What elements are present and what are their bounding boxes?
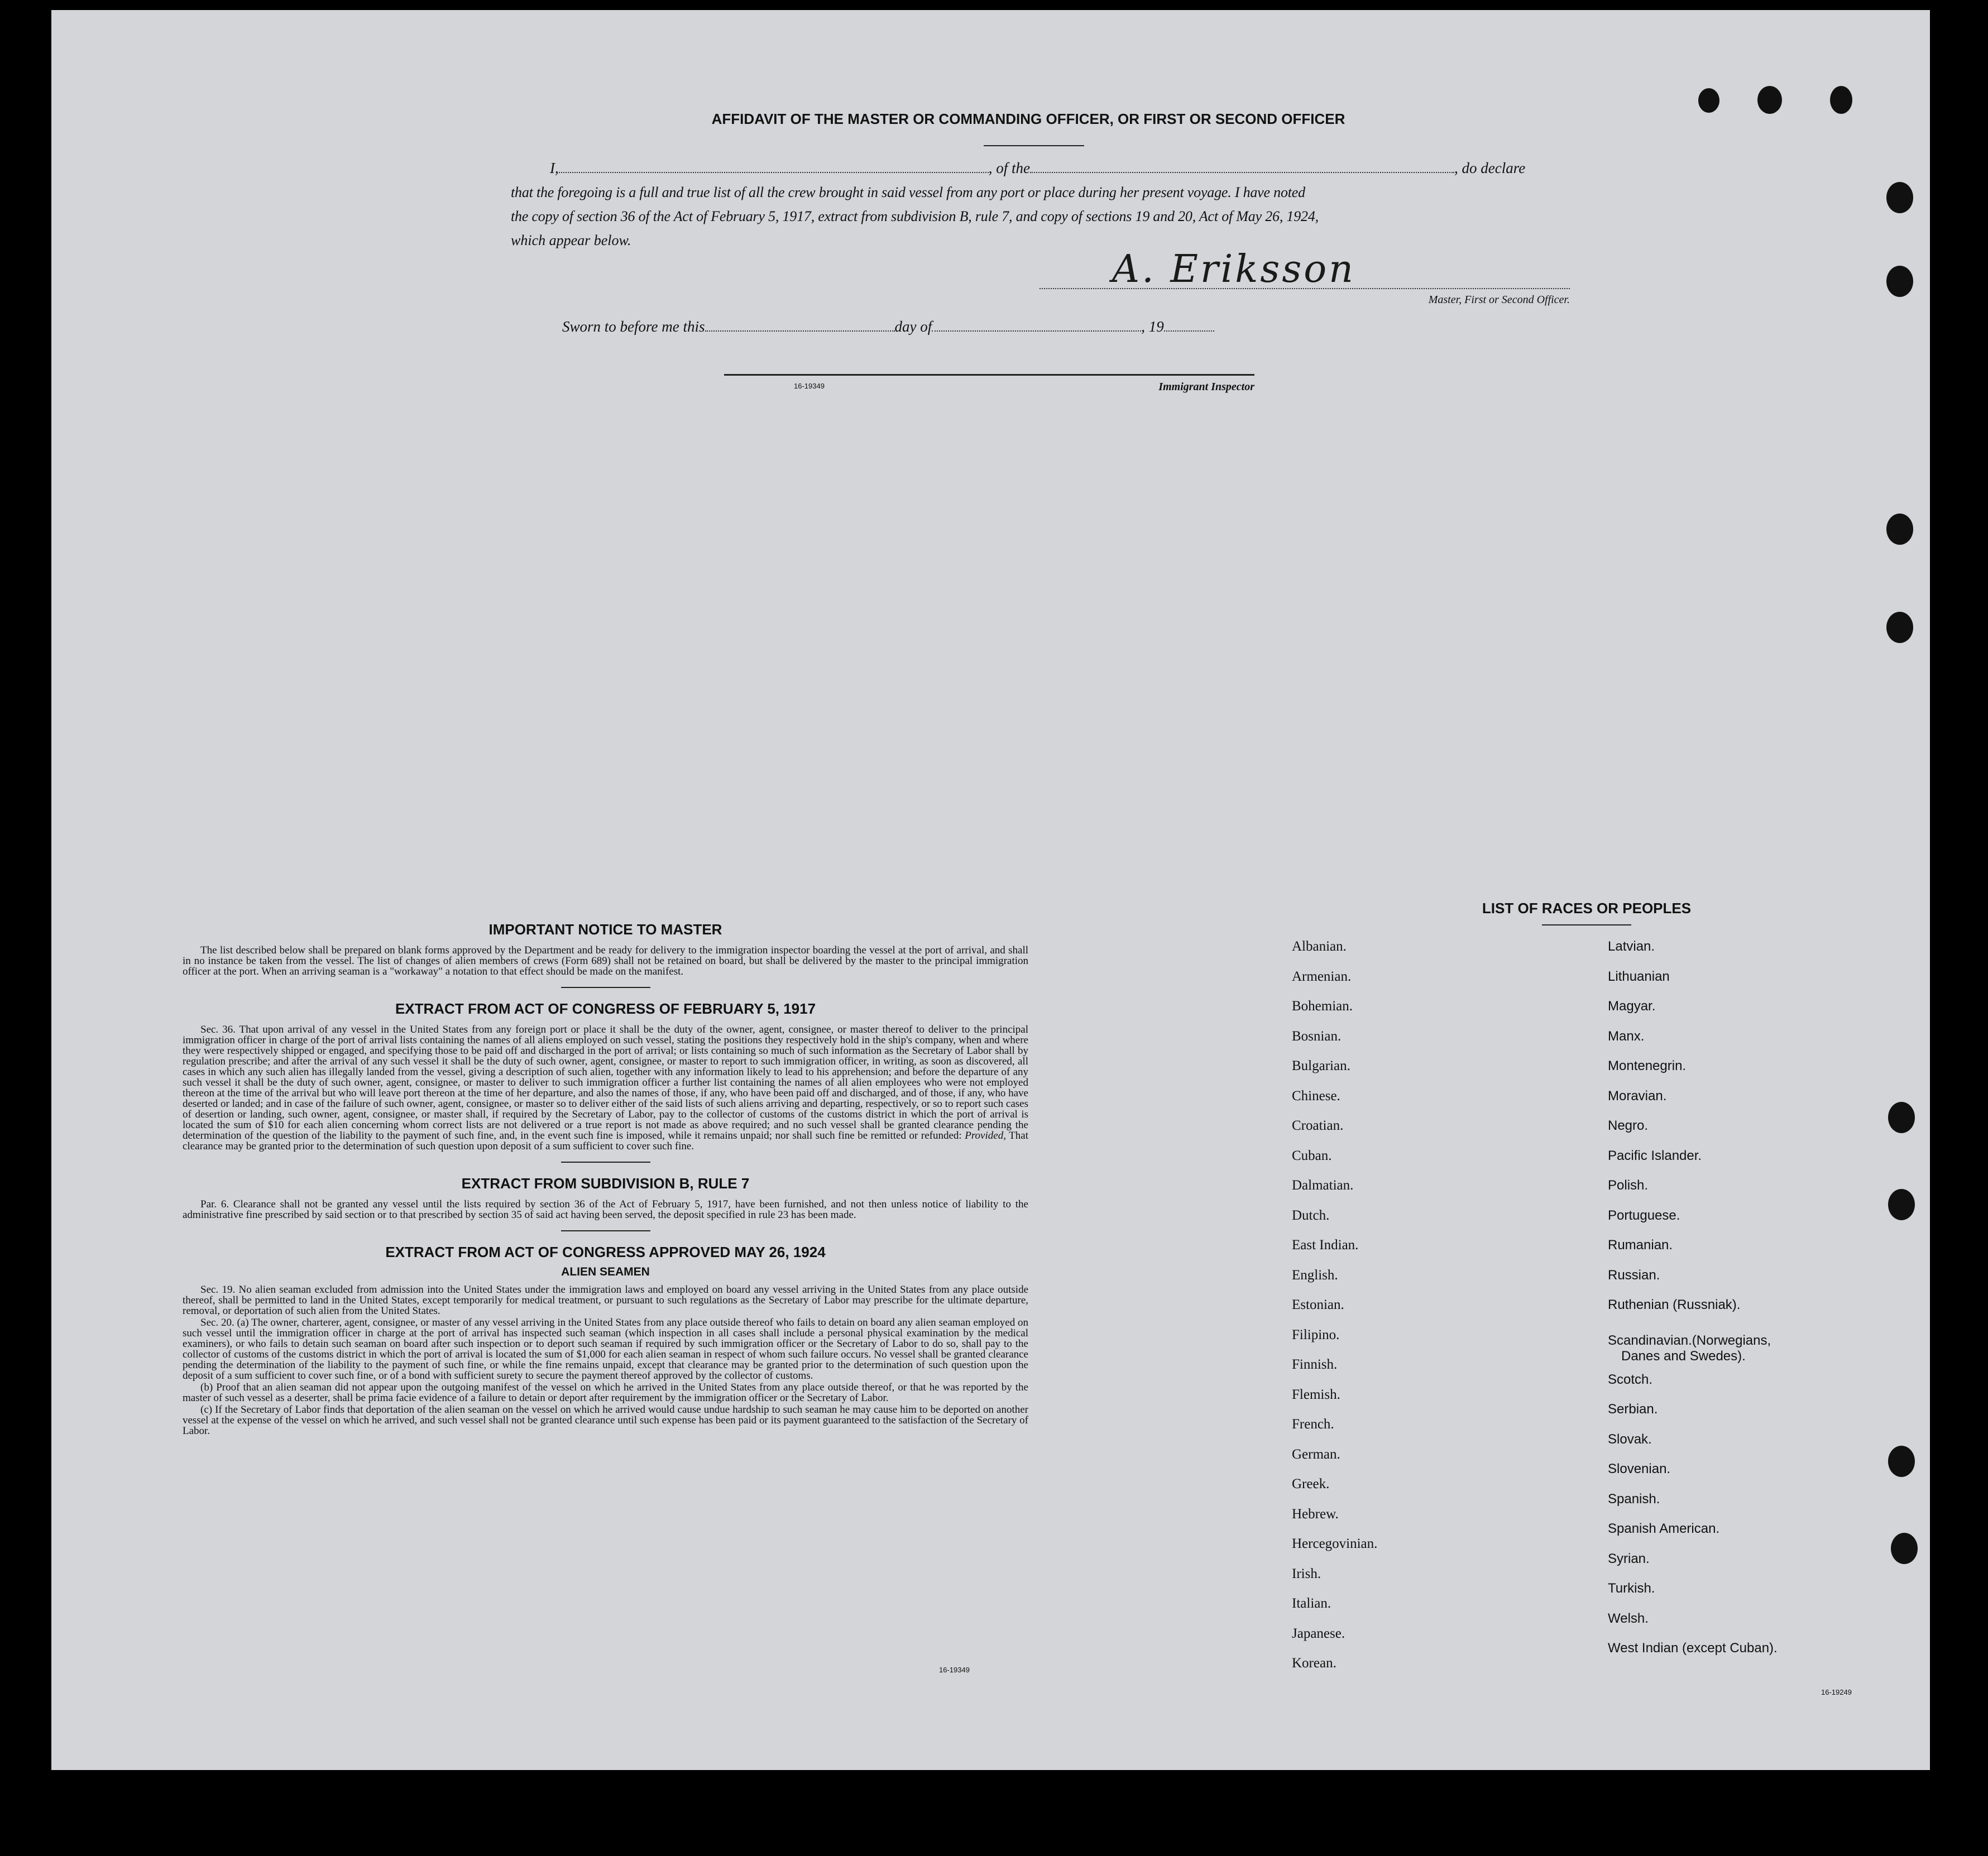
- race-item: Dutch.: [1292, 1207, 1330, 1223]
- sworn-line: [562, 318, 1344, 335]
- race-item: Slovenian.: [1608, 1461, 1671, 1476]
- sworn-day-of: day of: [894, 318, 932, 335]
- master-signature: A. Eriksson: [1112, 247, 1355, 291]
- race-item: Polish.: [1608, 1178, 1649, 1193]
- affidavit-form-number: 16-19349: [794, 382, 825, 390]
- notice-text: The list described below shall be prepared on blank forms approved by the Department and be ready for delivery to the immigration inspector boarding the vessel at the port of arrival, and shall in no instance be taken from the vessel. The list of changes of alien members of crews (Form 689) shall not be retained on board, but shall be delivered by the master to the principal immigration officer at the port. When an arriving seaman is a "workaway" a notation to that effect should be made on the manifest.: [183, 944, 1028, 977]
- document-page: [51, 10, 1930, 1770]
- race-item: Lithuanian: [1608, 968, 1670, 984]
- sec-20b: (b) Proof that an alien seaman did not appear upon the outgoing manifest of the vessel on which he arrived in the United States from any place outside thereof, or that he was reported by the master of such vessel as a deserter, shall be prima facie evidence of a failure to detain or deport after requirement by the immigration officer or the Secretary of Labor.: [183, 1382, 1028, 1404]
- rule7-title: EXTRACT FROM SUBDIVISION B, RULE 7: [461, 1175, 750, 1192]
- binder-hole: [1891, 1533, 1918, 1564]
- race-item: Spanish American.: [1608, 1521, 1720, 1536]
- race-item: Pacific Islander.: [1608, 1148, 1702, 1163]
- binder-hole: [1830, 86, 1852, 114]
- binder-hole: [1698, 88, 1719, 113]
- notice-title: IMPORTANT NOTICE TO MASTER: [488, 921, 722, 938]
- races-column-1: [1292, 939, 1571, 1686]
- race-item: Filipino.: [1292, 1327, 1340, 1342]
- inspector-signature-line: [724, 374, 1254, 376]
- sec-20a: Sec. 20. (a) The owner, charterer, agent, consignee, or master of any vessel arriving in the United States from any place outside thereof who fails to detain on board any alien seaman employed on such vessel until the immigration officer in charge at the port of arrival has inspected such seaman (which inspection in all cases shall include a personal physical examination by the medical examiners), or who fails to detain such seaman on board after such inspection or to deport such seaman if required by such immigration officer or the Secretary of Labor to do so, shall pay to the collector of customs of the customs district in which the port of arrival is located the sum of $1,000 for each alien seaman in respect of whom such failure occurs. No vessel shall be granted clearance pending the determination of the liability to the payment of such fine, or while the fine remains unpaid, except that clearance may be granted prior to the determination of such question upon the deposit of a sum sufficient to cover such fine, or of a bond with sufficient surety to secure the payment thereof approved by the collector of customs.: [183, 1317, 1028, 1382]
- binder-hole: [1886, 266, 1913, 297]
- race-item: Finnish.: [1292, 1357, 1338, 1372]
- race-item: Scotch.: [1608, 1371, 1653, 1387]
- race-item: East Indian.: [1292, 1238, 1359, 1253]
- race-item: Chinese.: [1292, 1088, 1340, 1104]
- race-item: Estonian.: [1292, 1297, 1344, 1312]
- sworn-year-field[interactable]: [1164, 330, 1214, 332]
- race-item: Croatian.: [1292, 1118, 1344, 1133]
- race-item: Russian.: [1608, 1267, 1660, 1283]
- race-item: Bulgarian.: [1292, 1058, 1350, 1073]
- race-item: Slovak.: [1608, 1431, 1652, 1447]
- race-item: Japanese.: [1292, 1625, 1345, 1641]
- notice-rule: [561, 987, 650, 988]
- rule7-text: Par. 6. Clearance shall not be granted any vessel until the lists required by section 36 of the Act of February 5, 1917, have been furnished, and not then unless notice of liability to the administrative fine prescribed by said section or to that prescribed by section 35 of said act having been served, the deposit specified in rule 23 has been made.: [183, 1198, 1028, 1221]
- declaration-i: I,: [550, 160, 559, 176]
- races-title-rule: [1542, 924, 1631, 925]
- race-item: Dalmatian.: [1292, 1178, 1354, 1193]
- race-item: Hebrew.: [1292, 1506, 1339, 1522]
- sworn-text: Sworn to before me this: [562, 318, 705, 335]
- affidavit-title-rule: [984, 145, 1084, 146]
- sworn-month-field[interactable]: [932, 330, 1141, 332]
- race-item: Latvian.: [1608, 939, 1655, 954]
- race-item: [1608, 1327, 1898, 1372]
- race-item: Bosnian.: [1292, 1028, 1342, 1044]
- signature-line: [1039, 288, 1570, 289]
- race-item: Hercegovinian.: [1292, 1536, 1378, 1551]
- race-item: Montenegrin.: [1608, 1058, 1687, 1073]
- binder-hole: [1886, 612, 1913, 643]
- inspector-caption: Immigrant Inspector: [1158, 381, 1254, 393]
- race-item: Portuguese.: [1608, 1207, 1680, 1223]
- extract-1917-rule: [561, 1162, 650, 1163]
- declaration-text-line-3: the copy of section 36 of the Act of February 5, 1917, extract from subdivision B, rule 7, and copy of sections 19 and 20, Act of May 26, 1924,: [511, 208, 1319, 224]
- name-field[interactable]: [559, 172, 989, 173]
- extract-1917-proviso: Provided,: [965, 1130, 1006, 1142]
- race-item: Cuban.: [1292, 1148, 1332, 1163]
- sec-20c: (c) If the Secretary of Labor finds that deportation of the alien seaman on the vessel on which he arrived would cause undue hardship to such seaman he may cause him to be deported on another vessel at the expense of the vessel on which he arrived, and such vessel shall not be granted clearance until such expense has been paid or its payment guaranteed to the satisfaction of the Secretary of Labor.: [183, 1404, 1028, 1437]
- races-title: LIST OF RACES OR PEOPLES: [1482, 900, 1692, 917]
- race-item: Bohemian.: [1292, 999, 1353, 1014]
- race-item: Magyar.: [1608, 999, 1656, 1014]
- race-item: Rumanian.: [1608, 1238, 1673, 1253]
- extract-1917-title: EXTRACT FROM ACT OF CONGRESS OF FEBRUARY 5, 1917: [395, 1000, 816, 1017]
- races-form-number: 16-19249: [1821, 1688, 1852, 1696]
- rule7-rule: [561, 1230, 650, 1231]
- binder-hole: [1888, 1189, 1915, 1220]
- declaration-do-declare: , do declare: [1454, 160, 1526, 176]
- declaration-text-line-2: that the foregoing is a full and true list of all the crew brought in said vessel from any port or place during her present voyage. I have noted: [511, 184, 1305, 200]
- declaration-line: [550, 160, 1622, 177]
- races-column-2: [1608, 939, 1898, 1671]
- declaration-of-the: , of the: [988, 160, 1030, 176]
- binder-hole: [1888, 1446, 1915, 1477]
- race-item: Serbian.: [1608, 1402, 1658, 1417]
- extract-1924-title: EXTRACT FROM ACT OF CONGRESS APPROVED MAY 26, 1924: [385, 1244, 826, 1260]
- race-item: Albanian.: [1292, 939, 1347, 954]
- extract-1924-text: [183, 1284, 1028, 1436]
- race-item: West Indian (except Cuban).: [1608, 1641, 1778, 1656]
- race-item-scandinavian: Scandinavian.(Norwegians,: [1608, 1332, 1771, 1348]
- race-item: Italian.: [1292, 1596, 1331, 1611]
- race-item: Spanish.: [1608, 1491, 1660, 1507]
- binder-hole: [1886, 182, 1913, 213]
- affidavit-title: AFFIDAVIT OF THE MASTER OR COMMANDING OFFICER, OR FIRST OR SECOND OFFICER: [711, 111, 1345, 127]
- race-item: Welsh.: [1608, 1610, 1649, 1626]
- race-item: Moravian.: [1608, 1088, 1667, 1104]
- extract-1917-body-end: That clearance may be granted prior to the determination of such question upon deposit of a sum sufficient to cover such fine.: [183, 1130, 1028, 1152]
- notices-form-number: 16-19349: [939, 1666, 970, 1674]
- race-item: Turkish.: [1608, 1581, 1655, 1596]
- race-item: Manx.: [1608, 1028, 1645, 1044]
- race-item: German.: [1292, 1446, 1340, 1462]
- declaration-text-line-4: which appear below.: [511, 232, 631, 248]
- sworn-day-field[interactable]: [705, 330, 895, 332]
- sworn-year-prefix: , 19: [1141, 318, 1164, 335]
- race-item: Negro.: [1608, 1118, 1649, 1133]
- vessel-field[interactable]: [1030, 172, 1454, 173]
- race-item: French.: [1292, 1417, 1334, 1432]
- signature-caption: Master, First or Second Officer.: [1428, 294, 1570, 306]
- race-item: Korean.: [1292, 1656, 1336, 1671]
- race-item: English.: [1292, 1267, 1338, 1283]
- extract-1917-body: Sec. 36. That upon arrival of any vessel in the United States from any foreign port or place it shall be the duty of the owner, agent, consignee, or master thereof to deliver to the principal immigration officer in charge of the port of arrival lists containing the names of all aliens employed on such vessel, stating the positions they respectively hold in the ship's company, when and where they were respectively shipped or engaged, and specifying those to be paid off and discharged in the port of arrival; or lists containing so much of such information as the Secretary of Labor shall by regulation prescribe; and after the arrival of any such vessel it shall be the duty of such owner, agent, consignee, or master to report to such immigration officer, in writing, as soon as discovered, all cases in which any such alien has illegally landed from the vessel, giving a description of such alien, together with any information likely to lead to his apprehension; and before the departure of any such vessel it shall be the duty of such owner, agent, consignee, or master to deliver to such immigration officer a further list containing the names of all alien employees who were not employed thereon at the time of the arrival but who will leave port thereon at the time of her departure, and also the names of those, if any, who have been paid off and discharged, and of those, if any, who have deserted or landed; and in case of the failure of such owner, agent, consignee, or master so to deliver either of the said lists of such aliens arriving and departing, respectively, or so to report such cases of desertion or landing, such owner, agent, consignee, or master shall, if required by the Secretary of Labor, pay to the collector of customs of the customs district in which the port of arrival is located the sum of $10 for each alien concerning whom correct lists are not delivered or a true report is not made as above required; and no such vessel shall be granted clearance pending the determination of the question of the liability to the payment of such fine, and, in the event such fine is imposed, while it remains unpaid; nor shall such fine be remitted or refunded:: [183, 1024, 1028, 1142]
- extract-1917-text: [183, 1024, 1028, 1152]
- notices-column: [183, 921, 1028, 1437]
- race-item: Syrian.: [1608, 1551, 1650, 1566]
- race-item: Ruthenian (Russniak).: [1608, 1297, 1741, 1312]
- binder-hole: [1886, 514, 1913, 545]
- binder-hole: [1888, 1102, 1915, 1133]
- race-item-scandinavian-cont: Danes and Swedes).: [1621, 1348, 1746, 1364]
- race-item: Greek.: [1292, 1476, 1330, 1491]
- extract-1924-subtitle: ALIEN SEAMEN: [561, 1265, 650, 1278]
- race-item: Armenian.: [1292, 968, 1352, 984]
- race-item: Irish.: [1292, 1566, 1321, 1581]
- sec-19: Sec. 19. No alien seaman excluded from admission into the United States under the immigration laws and employed on board any vessel arriving in the United States from any place outside thereof, shall be permitted to land in the United States, except temporarily for medical treatment, or pursuant to such regulations as the Secretary of Labor may prescribe for the ultimate departure, removal, or deportation of such alien from the United States.: [183, 1284, 1028, 1317]
- race-item: Flemish.: [1292, 1387, 1340, 1402]
- binder-hole: [1757, 86, 1782, 114]
